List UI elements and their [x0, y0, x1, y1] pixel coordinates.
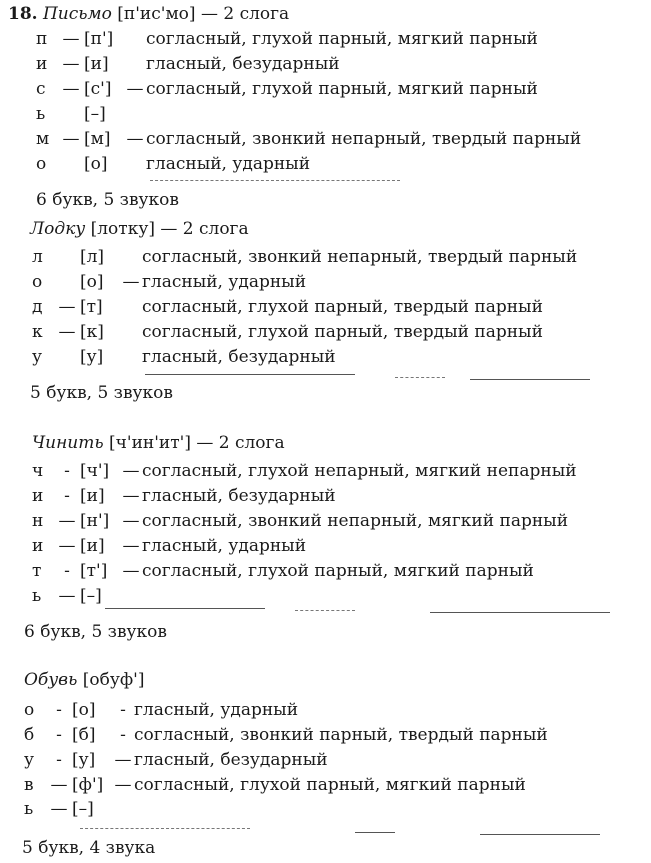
analysis-row	[36, 103, 124, 125]
letter: м	[36, 129, 50, 149]
analysis-row	[24, 749, 328, 771]
summary-line: 6 букв, 5 звуков	[36, 190, 179, 210]
description: согласный, звонкий непарный, твердый парный	[146, 129, 582, 149]
underline-divider	[145, 374, 355, 375]
dash: -	[64, 486, 70, 506]
analysis-row	[36, 128, 581, 150]
underline-divider	[355, 832, 395, 833]
sound: [ф']	[72, 775, 104, 795]
word-title: Обувь	[24, 670, 78, 690]
letter: с	[36, 79, 46, 99]
letter: т	[32, 561, 42, 581]
underline-divider	[80, 828, 250, 829]
sound: [о]	[80, 272, 104, 292]
sound: [п']	[84, 29, 114, 49]
analysis-row	[36, 28, 538, 50]
summary-line: 6 букв, 5 звуков	[24, 622, 167, 642]
analysis-row	[36, 153, 310, 175]
sound: [с']	[84, 79, 112, 99]
transcription: [п'ис'мо]	[117, 4, 196, 24]
analysis-row	[36, 78, 538, 100]
description: согласный, глухой парный, мягкий парный	[146, 29, 538, 49]
analysis-row	[24, 774, 526, 796]
dash: -	[56, 725, 62, 745]
letter: н	[32, 511, 44, 531]
underline-divider	[150, 180, 400, 181]
dash: —	[122, 486, 140, 506]
analysis-row	[32, 321, 543, 343]
letter: п	[36, 29, 48, 49]
letter: у	[24, 750, 35, 770]
underline-divider	[105, 608, 265, 609]
dash: —	[122, 561, 140, 581]
letter: и	[36, 54, 48, 74]
syllable-count: — 2 слога	[196, 433, 285, 453]
dash: —	[126, 79, 144, 99]
transcription: [обуф']	[82, 670, 145, 690]
dash: —	[58, 322, 76, 342]
word-title: Лодку	[30, 219, 86, 239]
sound: [у]	[80, 347, 104, 367]
dash: —	[114, 775, 132, 795]
dash: —	[62, 54, 80, 74]
section-heading	[24, 670, 144, 690]
section-heading	[30, 219, 249, 239]
underline-divider	[480, 834, 600, 835]
letter: б	[24, 725, 35, 745]
analysis-row	[32, 560, 534, 582]
dash: -	[56, 700, 62, 720]
sound: [т']	[80, 561, 108, 581]
analysis-row	[32, 535, 306, 557]
sound: [у]	[72, 750, 96, 770]
description: согласный, глухой парный, мягкий парный	[142, 561, 534, 581]
analysis-row	[24, 798, 112, 820]
description: согласный, звонкий непарный, твердый парный	[142, 247, 578, 267]
syllable-count: — 2 слога	[160, 219, 249, 239]
word-title: Письмо	[42, 4, 112, 24]
description: согласный, глухой парный, твердый парный	[142, 322, 543, 342]
dash: -	[64, 561, 70, 581]
dash: —	[122, 536, 140, 556]
letter: и	[32, 536, 44, 556]
analysis-row	[32, 485, 336, 507]
analysis-row	[32, 510, 568, 532]
sound: [–]	[72, 799, 94, 819]
transcription: [лотку]	[90, 219, 155, 239]
dash: -	[120, 725, 126, 745]
dash: -	[120, 700, 126, 720]
sound: [о]	[84, 154, 108, 174]
dash: —	[50, 775, 68, 795]
dash: —	[58, 297, 76, 317]
dash: —	[62, 29, 80, 49]
letter: и	[32, 486, 44, 506]
letter: л	[32, 247, 43, 267]
summary-line: 5 букв, 5 звуков	[30, 383, 173, 403]
dash: —	[122, 461, 140, 481]
description: согласный, звонкий непарный, мягкий парный	[142, 511, 569, 531]
sound: [м]	[84, 129, 111, 149]
dash: —	[62, 129, 80, 149]
analysis-row	[36, 53, 340, 75]
analysis-row	[32, 246, 577, 268]
underline-divider	[395, 377, 445, 378]
description: согласный, глухой парный, твердый парный	[142, 297, 543, 317]
description: согласный, глухой парный, мягкий парный	[146, 79, 538, 99]
dash: -	[64, 461, 70, 481]
analysis-row	[32, 296, 543, 318]
sound: [и]	[80, 486, 105, 506]
sound: [о]	[72, 700, 96, 720]
description: согласный, звонкий парный, твердый парный	[134, 725, 548, 745]
description: гласный, безударный	[146, 54, 340, 74]
dash: —	[50, 799, 68, 819]
description: гласный, ударный	[146, 154, 311, 174]
summary-line: 5 букв, 4 звука	[22, 838, 156, 858]
description: гласный, ударный	[134, 700, 299, 720]
sound: [и]	[80, 536, 105, 556]
description: гласный, безударный	[134, 750, 328, 770]
sound: [ч']	[80, 461, 110, 481]
underline-divider	[295, 610, 355, 611]
transcription: [ч'ин'ит']	[109, 433, 191, 453]
letter: о	[32, 272, 43, 292]
description: гласный, безударный	[142, 347, 336, 367]
analysis-row	[32, 460, 577, 482]
analysis-row	[32, 271, 306, 293]
dash: —	[122, 511, 140, 531]
sound: [и]	[84, 54, 109, 74]
sound: [т]	[80, 297, 103, 317]
dash: -	[56, 750, 62, 770]
letter: ч	[32, 461, 44, 481]
sound: [–]	[80, 586, 102, 606]
description: гласный, безударный	[142, 486, 336, 506]
syllable-count: — 2 слога	[200, 4, 290, 24]
analysis-row	[32, 346, 336, 368]
dash: —	[58, 536, 76, 556]
letter: о	[24, 700, 35, 720]
analysis-row	[32, 585, 120, 607]
sound: [к]	[80, 322, 104, 342]
letter: ь	[24, 799, 34, 819]
letter: ь	[36, 104, 46, 124]
analysis-row	[24, 724, 548, 746]
letter: в	[24, 775, 34, 795]
description: гласный, ударный	[142, 536, 307, 556]
sound: [н']	[80, 511, 110, 531]
dash: —	[114, 750, 132, 770]
letter: у	[32, 347, 43, 367]
letter: ь	[32, 586, 42, 606]
dash: —	[122, 272, 140, 292]
underline-divider	[470, 379, 590, 380]
section-heading	[8, 4, 289, 24]
sound: [б]	[72, 725, 96, 745]
letter: к	[32, 322, 43, 342]
dash: —	[62, 79, 80, 99]
sound: [–]	[84, 104, 106, 124]
analysis-row	[24, 699, 298, 721]
word-title: Чинить	[32, 433, 104, 453]
description: согласный, глухой парный, мягкий парный	[134, 775, 526, 795]
dash: —	[58, 586, 76, 606]
section-heading	[32, 433, 285, 453]
description: согласный, глухой непарный, мягкий непарный	[142, 461, 577, 481]
underline-divider	[430, 612, 610, 613]
dash: —	[58, 511, 76, 531]
exercise-number: 18.	[8, 4, 38, 24]
sound: [л]	[80, 247, 105, 267]
letter: о	[36, 154, 47, 174]
letter: д	[32, 297, 43, 317]
description: гласный, ударный	[142, 272, 307, 292]
dash: —	[126, 129, 144, 149]
